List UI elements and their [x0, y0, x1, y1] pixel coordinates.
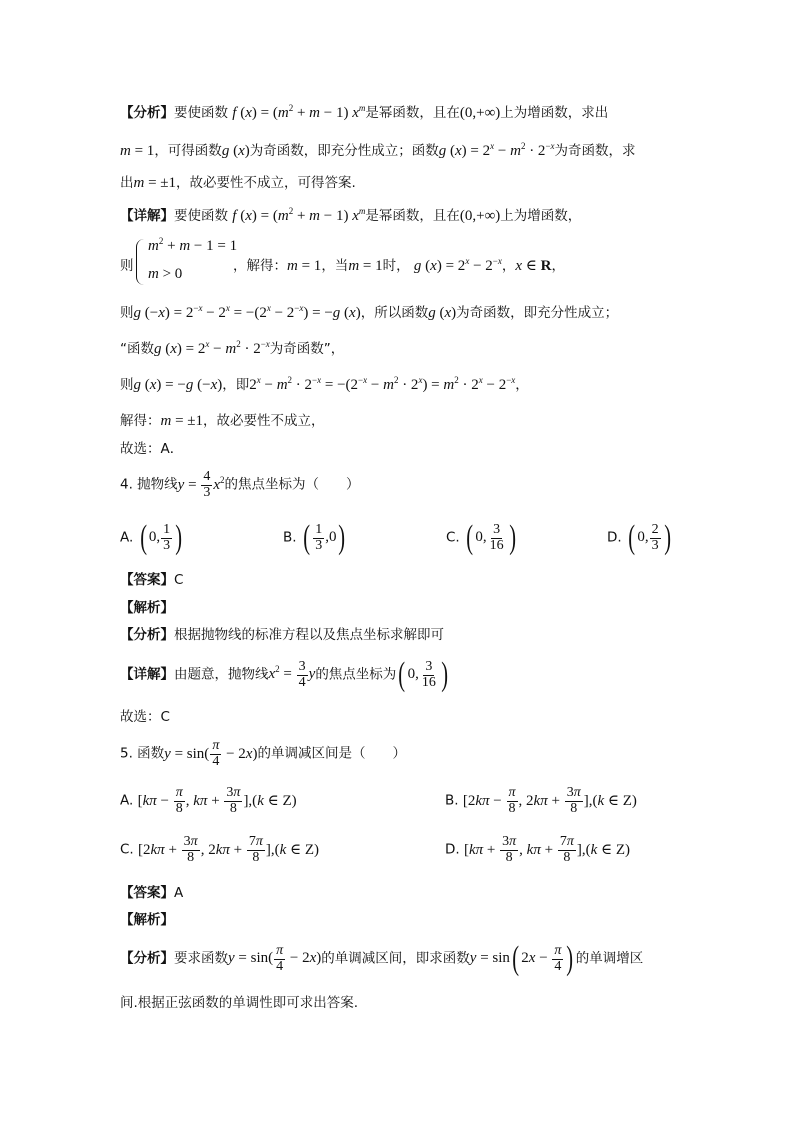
math-f: f $(x) = (m^2 + m - 1)$ $x^m$ — [232, 103, 366, 121]
q4-option-c[interactable]: C. ( 0, $\frac{3}{16}$ ) — [446, 519, 516, 556]
q4-jiexi-tag: 【解析】 — [120, 600, 174, 616]
q4-option-a[interactable]: A. ( 0, $\frac{1}{3}$ ) — [120, 519, 183, 556]
prev-analysis-line-1: 【分析】要使函数 f $(x) = (m^2 + m - 1)$ $x^m$是幂函数，且在(0,+∞)上为增函数，求出 — [120, 103, 609, 121]
analysis-tag: 【分析】 — [120, 105, 174, 121]
q4-answer: 【答案】C — [120, 572, 184, 588]
q5-option-a[interactable]: A. [kπ − $\frac{\pi}{8}$ , kπ + $\frac{3\pi}{8}$ ],(k ∈ Z) — [120, 785, 297, 816]
prev-detail-line-3: 则g $(-x) = 2^{-x} - 2^x = -(2^x - 2^{-x}) = -g$ (x)，所以函数g (x)为奇函数，即充分性成立； — [120, 303, 619, 321]
q5-option-d[interactable]: D. [kπ + $\frac{3\pi}{8}$ , kπ + $\frac{7\pi}{8}$ ],(k ∈ Z) — [445, 834, 631, 865]
detail-tag: 【详解】 — [120, 208, 174, 224]
prev-analysis-line-3: 出m = ±1，故必要性不成立，可得答案. — [120, 175, 356, 191]
q5-option-c[interactable]: C. [2kπ + $\frac{3\pi}{8}$ , 2kπ + $\frac{7\pi}{8}$ ],(k ∈ Z) — [120, 834, 320, 865]
prev-analysis-line-2: m = 1，可得函数g (x)为奇函数，即充分性成立；函数g $(x) = 2^x - m^2 \cdot 2^{-x}$为奇函数，求 — [120, 141, 636, 159]
q4-choose: 故选：C — [120, 709, 170, 725]
q5-jiexi-tag: 【解析】 — [120, 912, 174, 928]
system-brace — [136, 239, 145, 285]
q5-answer: 【答案】A — [120, 885, 184, 901]
q4-detail: 【详解】由题意，抛物线$x^2$ = $\frac{3}{4}$ y的焦点坐标为( 0, $\frac{3}{16}$ ) — [120, 656, 448, 693]
q4-option-d[interactable]: D. ( 0, $\frac{2}{3}$ ) — [607, 519, 671, 556]
system-eq-2: m > 0 — [148, 266, 183, 282]
system-eq-1: $m^2 + m - 1 = 1$ — [148, 236, 238, 254]
prev-detail-line-2a: 则 — [120, 258, 134, 274]
prev-detail-line-4: “函数g $(x) = 2^x - m^2 \cdot 2^{-x}$为奇函数”， — [120, 339, 345, 357]
prev-detail-line-2b: ，解得：m = 1，当m = 1时， g $(x) = 2^x - 2^{-x}$，x ∈ R， — [233, 256, 565, 274]
q5-analysis-line-2: 间.根据正弦函数的单调性即可求出答案. — [120, 995, 359, 1011]
q4-analysis: 【分析】根据抛物线的标准方程以及焦点坐标求解即可 — [120, 627, 444, 643]
q5-option-b[interactable]: B. [2kπ − $\frac{\pi}{8}$ , 2kπ + $\frac{3\pi}{8}$ ],(k ∈ Z) — [445, 785, 637, 816]
prev-detail-line-5: 则g (x) = −g (−x)，即$2^x - m^2 \cdot 2^{-x} = -(2^{-x} - m^2 \cdot 2^x) = m^2 \cdot 2^x - 2^{-x}$， — [120, 375, 529, 393]
q5-analysis-line-1: 【分析】要求函数y = sin( $\frac{\pi}{4}$ − 2x)的单调减区间，即求函数y = sin( 2x − $\frac{\pi}{4}$ ) 的单调增区 — [120, 940, 644, 977]
q4-stem: 4. 抛物线y = $\frac{4}{3}$ $x^2$的焦点坐标为（ ） — [120, 469, 360, 500]
prev-detail-line-1: 【详解】要使函数 f $(x) = (m^2 + m - 1)$ $x^m$是幂函数，且在(0,+∞)上为增函数， — [120, 206, 582, 224]
prev-detail-line-6: 解得：m = ±1，故必要性不成立， — [120, 413, 325, 429]
prev-choose: 故选：A． — [120, 441, 184, 457]
q4-option-b[interactable]: B. ( $\frac{1}{3}$ ,0) — [283, 519, 346, 556]
q5-stem: 5. 函数y = sin( $\frac{\pi}{4}$ − 2x)的单调减区间是（ ） — [120, 738, 406, 769]
